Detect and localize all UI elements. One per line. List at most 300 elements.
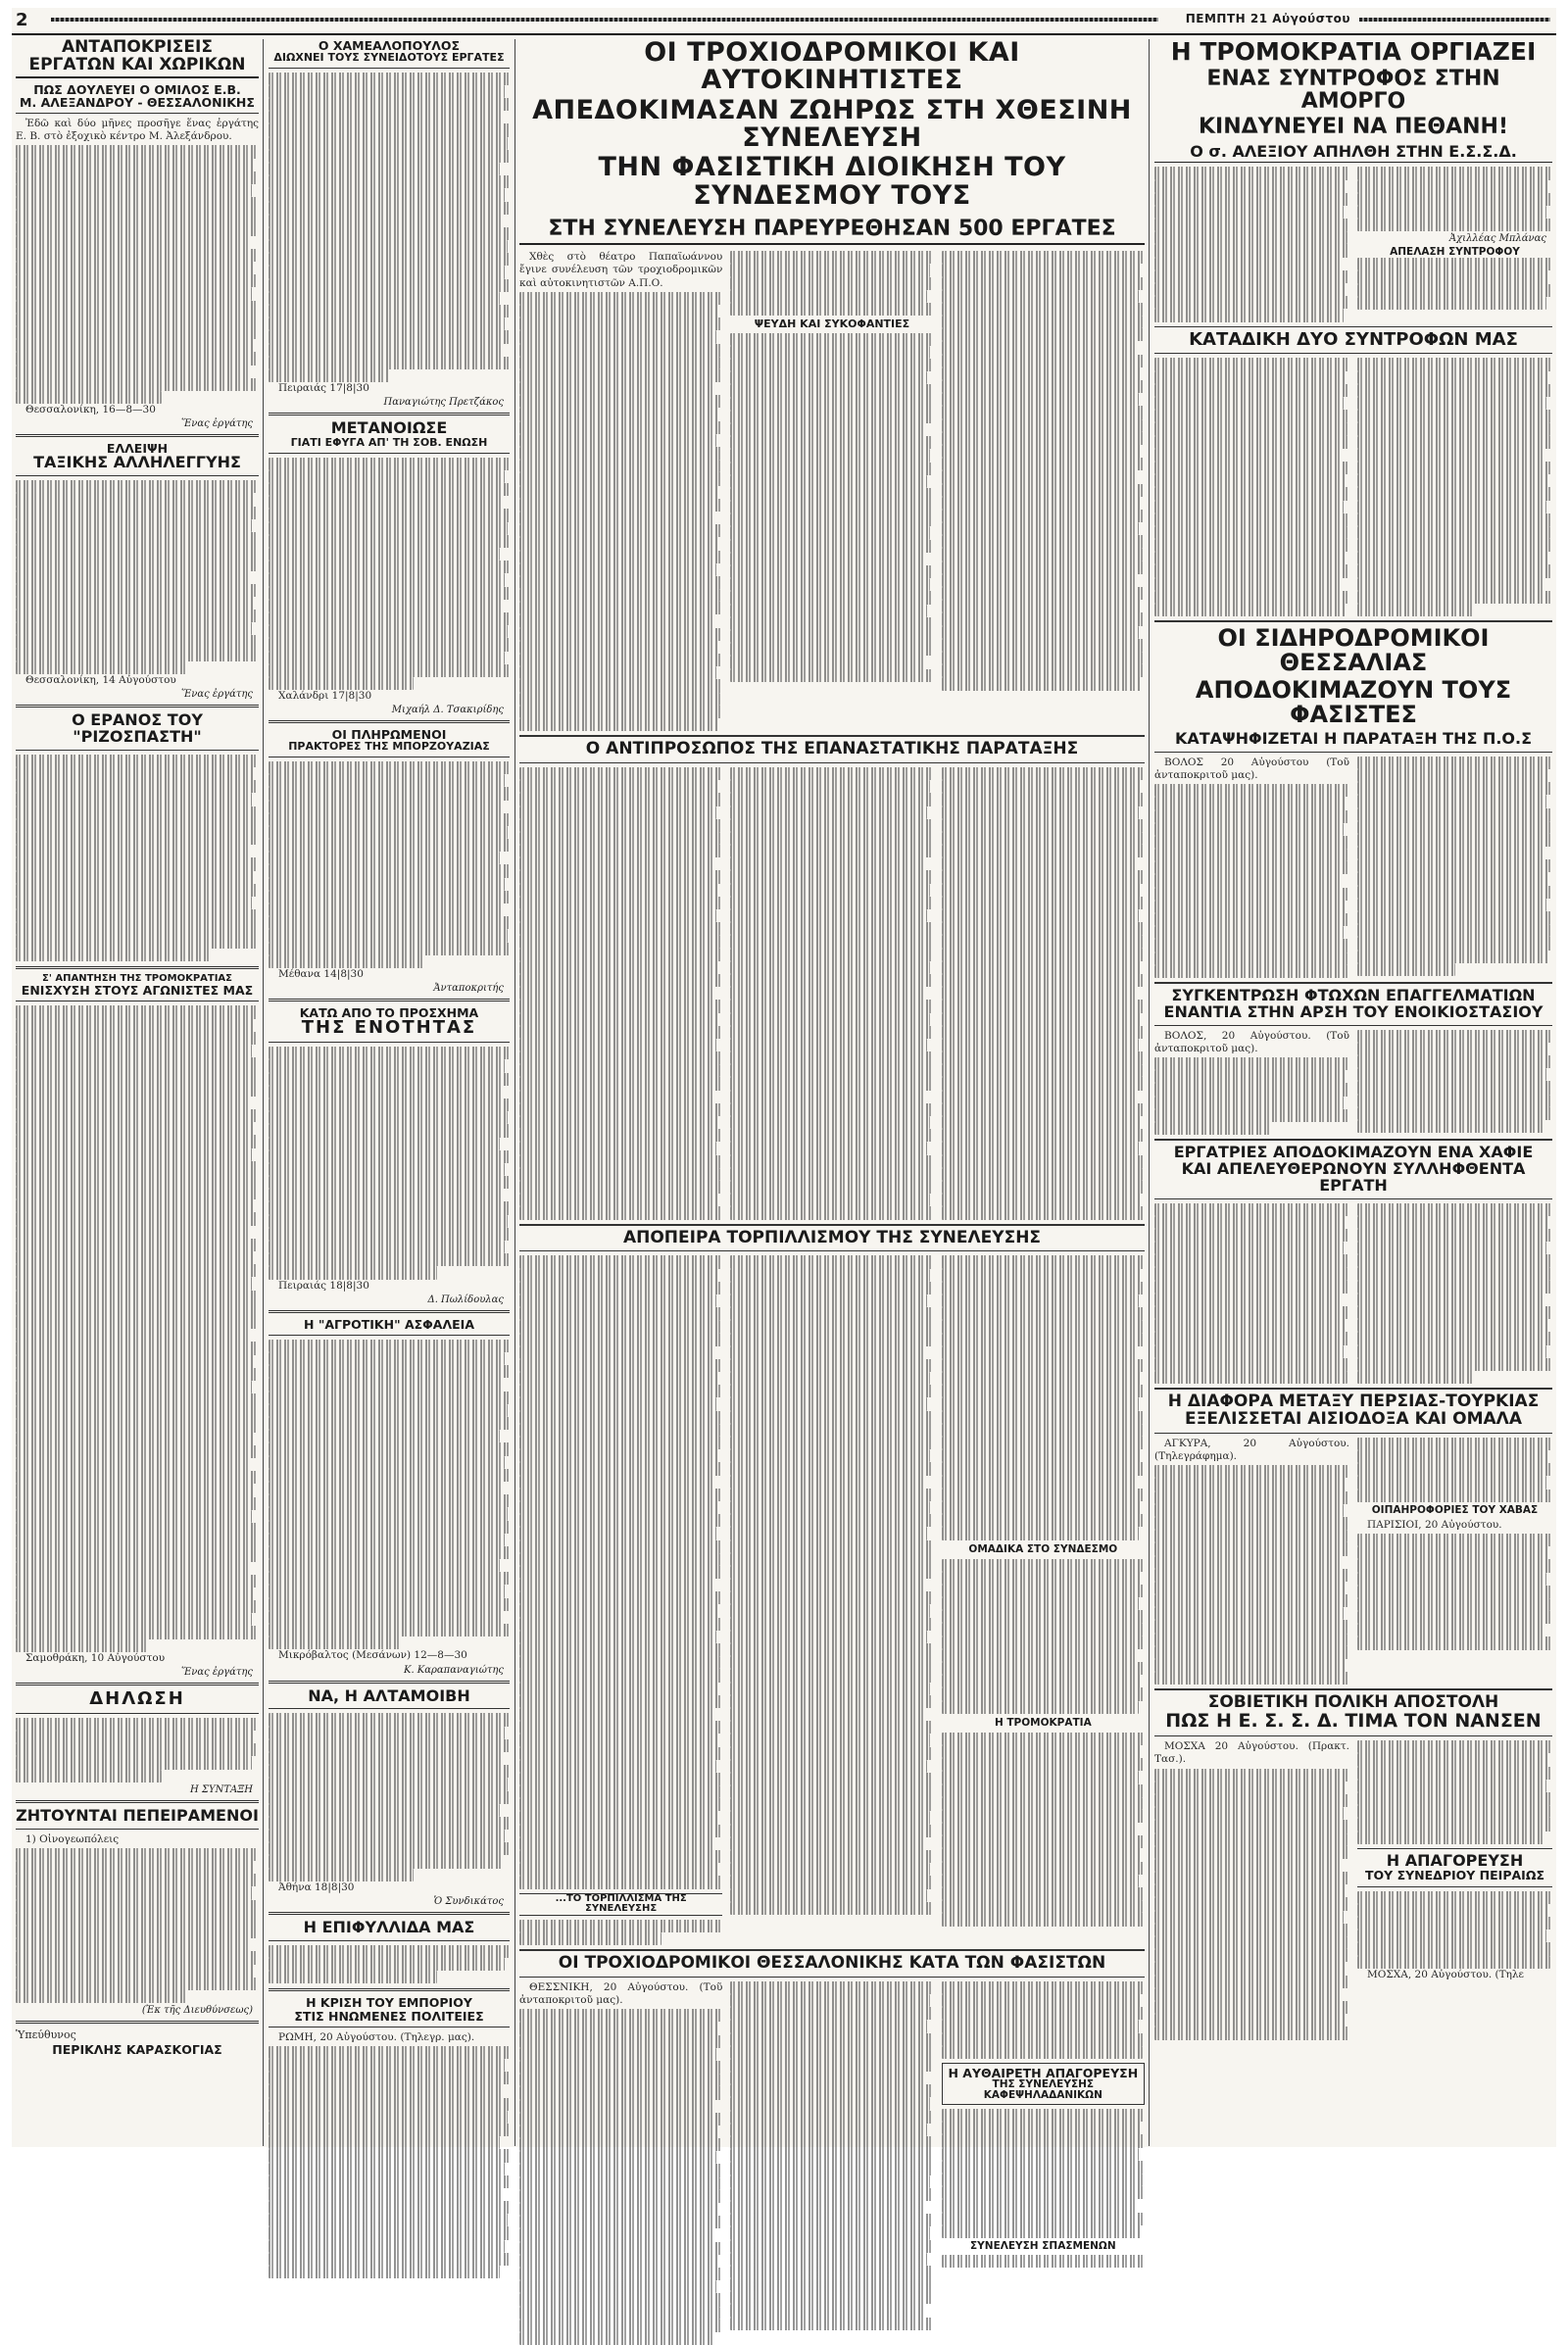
text-line [1357, 1818, 1552, 1831]
text-line [269, 318, 505, 330]
text-line [942, 1051, 1145, 1064]
newspaper-page [12, 8, 1556, 2252]
divider [269, 1681, 510, 1684]
divider [16, 705, 259, 708]
article-headline: ΠΡΑΚΤΟΡΕΣ ΤΗΣ ΜΠΟΡΖΟΥΑΖΙΑΣ [288, 740, 490, 754]
text-line [269, 2240, 505, 2253]
text-line [16, 1756, 252, 1769]
text-line [730, 1708, 925, 1721]
text-line [519, 1932, 662, 1945]
text-line [942, 522, 1139, 535]
divider [519, 735, 1145, 737]
text-line [519, 614, 714, 627]
text-line [16, 935, 259, 948]
text-line [1357, 578, 1544, 591]
text-line [16, 493, 254, 506]
text-line [1357, 1805, 1550, 1818]
text-line [269, 357, 510, 369]
text-line [1154, 1884, 1346, 1897]
text-line [1154, 1122, 1271, 1135]
text-line [269, 1482, 503, 1494]
column-correspondence [16, 39, 259, 2146]
text-line [269, 1253, 510, 1266]
text-line [730, 1643, 933, 1656]
text-line [942, 367, 1141, 380]
text-line [269, 2046, 510, 2059]
text-line [519, 2151, 716, 2164]
text-line [1154, 1594, 1349, 1607]
text-line [942, 303, 1145, 316]
text-line [942, 1810, 1145, 1823]
text-line [16, 1419, 259, 1432]
text-line [1154, 1057, 1349, 1070]
text-line [730, 346, 929, 359]
text-line [519, 845, 722, 857]
text-line [730, 845, 933, 857]
text-line [730, 423, 925, 436]
text-line [16, 326, 259, 339]
text-line [269, 73, 510, 85]
text-line [1357, 795, 1546, 807]
text-line [730, 1129, 933, 1142]
text-line [519, 2293, 722, 2306]
text-line [269, 2111, 508, 2124]
dateline: Πειραιάς 17|8|30 [278, 382, 369, 395]
text-line [730, 488, 933, 501]
text-line [1357, 1203, 1552, 1216]
text-line [16, 1109, 259, 1122]
divider [16, 1683, 259, 1685]
article-headline: Η ΑΥΘΑΙΡΕΤΗ ΑΠΑΓΟΡΕΥΣΗ [948, 2065, 1139, 2080]
text-line [730, 922, 933, 935]
text-line [1154, 410, 1349, 422]
text-line [1154, 1070, 1346, 1083]
text-line [730, 643, 933, 656]
text-line [1154, 836, 1349, 849]
text-line [269, 330, 510, 343]
text-line [1154, 358, 1349, 370]
text-line [519, 2203, 718, 2216]
text-line [519, 447, 722, 460]
text-line [16, 1005, 259, 1018]
text-line [1154, 1358, 1349, 1371]
text-line [1357, 1254, 1552, 1267]
dateline: Μικρόβαλτος (Μεσάνων) 12—8—30 [278, 1649, 467, 1662]
text-line [730, 1385, 933, 1397]
text-line [269, 787, 510, 800]
editor-label: Ὑπεύθυνος [16, 2028, 76, 2042]
text-line [942, 2186, 1145, 2199]
article-headline: Η ΚΡΙΣΗ ΤΟΥ ΕΜΠΟΡΙΟΥ [306, 1995, 472, 2011]
text-line [730, 1785, 931, 1798]
text-line [1154, 797, 1346, 809]
text-line [1357, 1095, 1550, 1107]
text-line [16, 222, 259, 235]
text-line [16, 1770, 162, 1783]
text-line [1357, 591, 1552, 604]
text-line [942, 535, 1145, 548]
text-line [942, 2148, 1139, 2161]
text-line [1154, 1911, 1344, 1924]
text-line [1154, 539, 1349, 552]
text-line [942, 1662, 1145, 1675]
text-line [1357, 474, 1548, 487]
text-line [16, 1174, 257, 1187]
text-line [1154, 422, 1348, 435]
text-line [942, 1372, 1141, 1385]
text-line [16, 1393, 259, 1406]
text-line [942, 664, 1145, 677]
text-line [1154, 1976, 1349, 1988]
text-line [519, 1013, 718, 1026]
text-line [1357, 1891, 1552, 1904]
text-line [1357, 808, 1552, 821]
divider [16, 113, 259, 114]
text-line [16, 819, 257, 832]
text-line [269, 227, 510, 240]
text-line [1357, 1767, 1552, 1780]
text-line [519, 780, 718, 793]
text-line [16, 1497, 259, 1510]
text-line [1357, 1358, 1552, 1371]
text-line [269, 483, 510, 496]
text-line [1154, 564, 1349, 577]
text-line [730, 2188, 933, 2201]
text-line [730, 1850, 933, 1863]
text-line [519, 1631, 716, 1643]
text-line [1154, 1267, 1348, 1280]
text-line [269, 916, 510, 929]
text-line [730, 949, 933, 961]
text-line [730, 1540, 933, 1553]
article-subheadline: ΚΑΤΑΨΗΦΙΖΕΤΑΙ Η ΠΑΡΑΤΑΞΗ ΤΗΣ Π.Ο.Σ [1174, 728, 1533, 748]
text-line [519, 935, 720, 948]
text-line [942, 1013, 1141, 1026]
text-line [1357, 782, 1552, 795]
text-line [269, 1340, 510, 1352]
text-line [519, 884, 718, 897]
text-line [730, 2266, 933, 2278]
signature: Η ΣΥΝΤΑΞΗ [190, 1783, 253, 1795]
text-line [1357, 1371, 1474, 1384]
text-line [1154, 1569, 1349, 1582]
text-line [1154, 2014, 1346, 2027]
inter-headline: ΣΥΝΕΛΕΥΣΗ ΣΠΑΣΜΕΝΩΝ [970, 2239, 1116, 2252]
text-line [942, 1359, 1145, 1372]
text-line [730, 526, 929, 539]
text-line [1154, 296, 1349, 309]
text-line [1357, 1490, 1552, 1502]
text-line [269, 2226, 510, 2239]
text-line [269, 1817, 510, 1830]
text-line [1357, 449, 1544, 462]
text-line [730, 359, 933, 371]
text-line [730, 2072, 925, 2084]
text-line [942, 639, 1145, 652]
text-line [730, 1039, 927, 1051]
main-headline: ΟΙ ΤΡΟΧΙΟΔΡΟΜΙΚΟΙ ΚΑΙ ΑΥΤΟΚΙΝΗΤΙΣΤΕΣ [644, 37, 1020, 96]
text-line [942, 1397, 1139, 1410]
text-line [16, 1148, 252, 1161]
text-line [519, 1064, 720, 1077]
text-line [269, 2201, 510, 2214]
text-line [730, 884, 929, 897]
text-line [269, 1945, 510, 1958]
text-line [269, 240, 508, 253]
text-line [730, 1168, 931, 1181]
text-line [16, 184, 252, 197]
text-line [942, 1745, 1141, 1758]
text-line [519, 2086, 722, 2099]
text-line [16, 1212, 259, 1225]
text-line [1357, 1780, 1546, 1792]
text-line [269, 369, 389, 382]
text-line [1357, 526, 1550, 539]
text-line [942, 2255, 1145, 2268]
divider [1154, 1025, 1552, 1026]
text-line [1154, 1109, 1349, 1122]
text-line [1357, 297, 1546, 310]
text-line [269, 1765, 510, 1778]
text-line [1357, 1586, 1552, 1598]
text-line [1357, 1242, 1546, 1254]
text-line [1154, 1542, 1349, 1555]
text-line [16, 262, 254, 274]
text-line [1154, 1794, 1349, 1807]
divider [269, 1940, 510, 1941]
text-line [16, 909, 259, 922]
text-line [1357, 462, 1552, 474]
text-line [1154, 1083, 1349, 1096]
text-line [730, 961, 929, 974]
text-line [942, 1103, 1145, 1116]
text-line [942, 2109, 1145, 2122]
text-line [1154, 487, 1349, 500]
text-line [16, 545, 257, 558]
text-line [269, 1637, 401, 1649]
text-line [519, 2035, 722, 2048]
text-line [1357, 1611, 1552, 1624]
text-line [269, 470, 505, 483]
text-line [519, 2113, 722, 2125]
text-line [730, 909, 927, 922]
text-line [519, 1656, 720, 1669]
text-line [519, 1476, 714, 1489]
text-line [942, 548, 1143, 561]
article-headline: ΣΥΓΚΕΝΤΡΩΣΗ ΦΤΩΧΩΝ ΕΠΑΓΓΕΛΜΑΤΙΩΝ [1171, 985, 1536, 1004]
text-line [1154, 526, 1348, 539]
section-headline: Ο ΑΝΤΙΠΡΟΣΩΠΟΣ ΤΗΣ ΕΠΑΝΑΣΤΑΤΙΚΗΣ ΠΑΡΑΤΑΞΗΣ [585, 739, 1079, 759]
text-line [16, 1874, 259, 1886]
main-story [519, 37, 1145, 2252]
text-line [942, 1129, 1145, 1142]
main-headline: ΤΗΝ ΦΑΣΙΣΤΙΚΗ ΔΙΟΙΚΗΣΗ ΤΟΥ ΣΥΝΔΕΣΜΟΥ ΤΟΥΣ [598, 152, 1066, 211]
text-line [942, 1307, 1145, 1320]
article-headline: Η ΤΡΟΜΟΚΡΑΤΙΑ ΟΡΓΙΑΖΕΙ [1170, 37, 1537, 66]
text-line [519, 1359, 722, 1372]
text-line [16, 1848, 259, 1861]
text-line [1154, 1872, 1349, 1884]
text-line [269, 1585, 505, 1597]
text-line [519, 806, 716, 819]
text-line [730, 2253, 927, 2266]
column-divider [263, 39, 264, 2146]
text-line [730, 1411, 933, 1424]
article-body: ΜΟΣΧΑ, 20 Αὐγούστου. (Τηλε [1367, 1968, 1525, 1980]
text-line [519, 1579, 714, 1591]
text-line [1154, 2001, 1349, 2014]
text-line [269, 2059, 505, 2072]
article-body: Χθὲς στὸ θέατρο Παπαϊωάννου ἔγινε συνέλευση τῶν τροχιοδρομικῶν καὶ αὐτοκινητιστῶν Α.Π.Ο. [519, 251, 723, 289]
text-line [519, 1039, 716, 1051]
text-line [942, 1026, 1145, 1039]
article-headline: ΤΟΥ ΣΥΝΕΔΡΙΟΥ ΠΕΙΡΑΙΩΣ [1365, 1868, 1544, 1883]
text-line [942, 2174, 1143, 2186]
text-line [730, 1683, 929, 1695]
text-line [1357, 1463, 1552, 1476]
text-line [1357, 821, 1550, 834]
article-headline: Η ΔΙΑΦΟΡΑ ΜΕΤΑΞΥ ΠΕΡΣΙΑΣ-ΤΟΥΡΚΙΑΣ [1167, 1392, 1540, 1412]
text-line [730, 1269, 929, 1282]
article-headline: ΝΑ, Η ΑΛΤΑΜΟΙΒΗ [308, 1685, 470, 1705]
text-line [1154, 1988, 1342, 2001]
text-line [942, 2007, 1145, 2020]
text-line [730, 411, 933, 423]
text-line [730, 974, 933, 987]
text-line [1357, 1917, 1552, 1930]
text-line [1357, 1120, 1544, 1133]
article-body: 1) Οἰνογεωπόλεις [25, 1832, 120, 1845]
divider [1154, 1433, 1552, 1434]
text-line [519, 1553, 720, 1566]
article-headline: ΚΑΤΑΔΙΚΗ ΔΥΟ ΣΥΝΤΡΟΦΩΝ ΜΑΣ [1189, 328, 1518, 350]
text-line [269, 677, 414, 690]
text-line [269, 1713, 510, 1726]
text-line [730, 1116, 929, 1129]
text-line [519, 1282, 722, 1295]
text-line [519, 1643, 722, 1656]
divider [269, 68, 510, 69]
divider [269, 1988, 510, 1991]
text-line [730, 1876, 933, 1888]
text-line [1357, 436, 1552, 449]
text-line [730, 857, 925, 870]
text-line [942, 1064, 1143, 1077]
text-line [1154, 939, 1349, 952]
text-line [16, 1406, 257, 1419]
text-line [1154, 1672, 1349, 1685]
text-line [269, 2163, 505, 2175]
text-line [730, 1064, 931, 1077]
text-line [16, 1303, 257, 1316]
text-line [942, 1900, 1143, 1913]
text-line [16, 145, 259, 158]
text-line [942, 1168, 1143, 1181]
text-line [730, 2318, 933, 2330]
text-line [1357, 270, 1548, 283]
text-line [942, 1334, 1145, 1346]
text-line [269, 1971, 437, 1983]
text-line [16, 1251, 254, 1264]
text-line [519, 2009, 722, 2022]
text-line [730, 2201, 925, 2214]
text-line [730, 1437, 933, 1449]
text-line [269, 1124, 510, 1137]
text-line [1154, 578, 1342, 591]
text-line [942, 1649, 1137, 1662]
text-line [1357, 1216, 1548, 1229]
article-headline: ΠΩΣ Η Ε. Σ. Σ. Δ. ΤΙΜΑ ΤΟΝ ΝΑΝΣΕΝ [1165, 1710, 1542, 1733]
text-line [269, 813, 510, 826]
text-line [730, 767, 933, 780]
text-line [730, 935, 931, 948]
text-line [16, 366, 249, 378]
text-line [1357, 1956, 1550, 1969]
text-line [942, 1610, 1145, 1623]
divider [519, 1949, 1145, 1951]
text-line [519, 2320, 722, 2332]
text-line [519, 1129, 722, 1142]
text-line [1357, 1107, 1552, 1120]
text-line [1154, 1281, 1349, 1294]
text-line [16, 1978, 259, 1990]
text-line [730, 1346, 925, 1359]
text-line [269, 522, 508, 535]
divider [1154, 752, 1552, 753]
text-line [730, 398, 931, 411]
text-line [519, 832, 720, 845]
text-line [1154, 1478, 1346, 1490]
text-line [730, 793, 933, 806]
text-line [942, 1733, 1145, 1745]
text-line [269, 1417, 510, 1430]
text-line [16, 287, 252, 300]
signature: Δ. Πωλίδουλας [427, 1294, 504, 1305]
text-line [1154, 1530, 1348, 1542]
text-line [942, 1385, 1145, 1397]
text-line [16, 532, 259, 545]
text-line [942, 264, 1141, 276]
text-line [1357, 180, 1548, 193]
text-line [730, 1206, 933, 1219]
text-line [16, 1433, 254, 1445]
signature: Κ. Καραπαναγιώτης [403, 1664, 504, 1676]
text-line [16, 661, 186, 674]
divider [269, 1042, 510, 1043]
text-line [1154, 1229, 1349, 1242]
text-line [519, 1307, 722, 1320]
text-line [269, 1189, 503, 1201]
text-line [942, 2122, 1141, 2134]
divider [1154, 1198, 1552, 1199]
text-line [519, 1566, 722, 1579]
dateline: Ἀθήνα 18|8|30 [278, 1881, 355, 1893]
text-line [1154, 462, 1349, 474]
text-line [269, 292, 500, 305]
text-line [1357, 911, 1552, 924]
text-line [730, 1320, 931, 1333]
text-line [1154, 1607, 1344, 1620]
text-line [269, 600, 503, 612]
text-line [1357, 1450, 1548, 1463]
text-line [269, 1546, 510, 1559]
text-line [16, 793, 252, 806]
text-line [730, 501, 931, 513]
text-line [519, 2048, 716, 2061]
text-line [16, 1226, 249, 1239]
text-line [16, 1613, 252, 1626]
text-line [269, 573, 505, 586]
